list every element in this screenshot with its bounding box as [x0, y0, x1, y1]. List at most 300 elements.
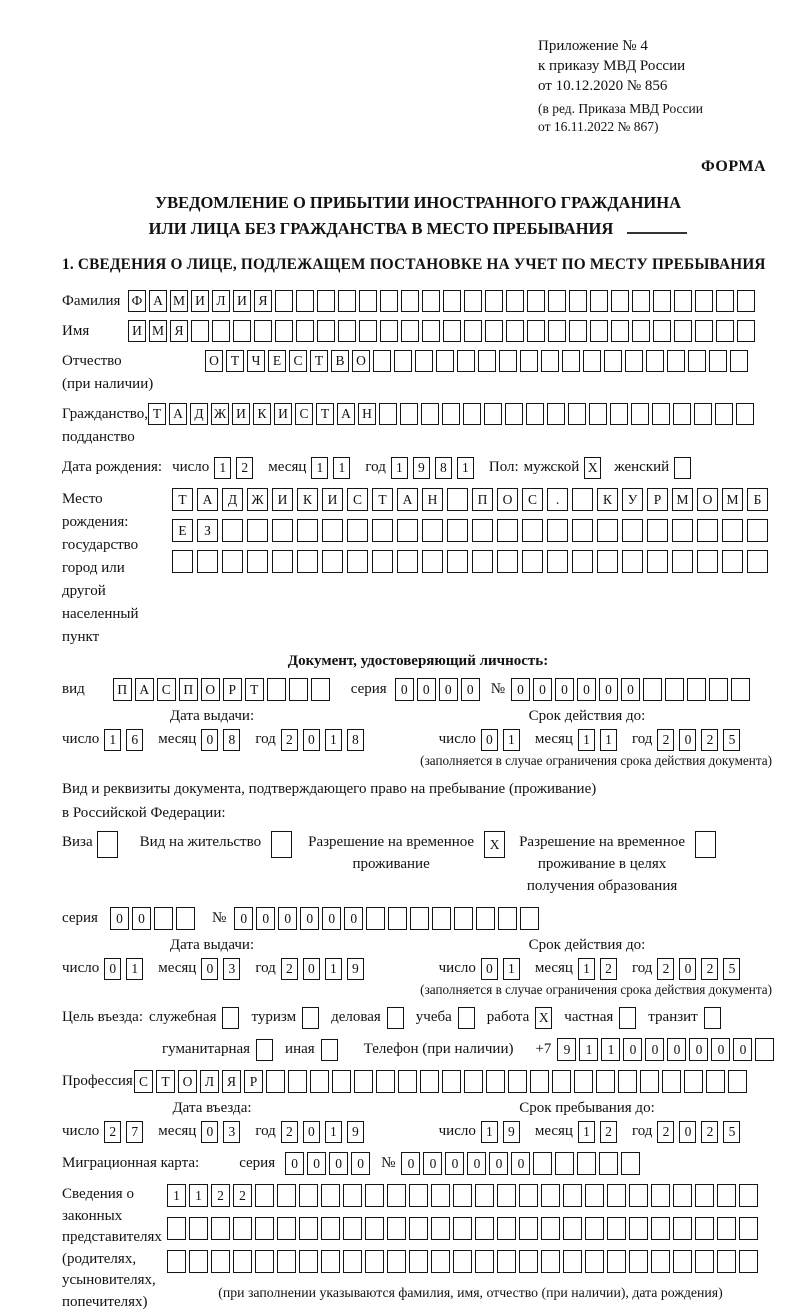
char-cell[interactable]	[376, 1070, 395, 1093]
char-cell[interactable]: 2	[281, 729, 298, 751]
char-cell[interactable]: 0	[201, 729, 218, 751]
char-cell[interactable]: К	[297, 488, 318, 511]
doc-issue-month-boxes[interactable]	[201, 729, 245, 751]
char-cell[interactable]	[255, 1184, 274, 1207]
char-cell[interactable]	[380, 290, 398, 312]
char-cell[interactable]: 1	[503, 729, 520, 751]
char-cell[interactable]: 0	[445, 1152, 464, 1175]
char-cell[interactable]: 0	[300, 907, 319, 930]
char-cell[interactable]	[277, 1250, 296, 1273]
char-cell[interactable]	[552, 1070, 571, 1093]
char-cell[interactable]	[717, 1217, 736, 1240]
char-cell[interactable]	[572, 519, 593, 542]
char-cell[interactable]	[599, 1152, 618, 1175]
char-cell[interactable]	[541, 1184, 560, 1207]
char-cell[interactable]: 2	[701, 1121, 718, 1143]
char-cell[interactable]	[646, 350, 664, 372]
char-cell[interactable]	[453, 1250, 472, 1273]
char-cell[interactable]	[458, 1007, 475, 1029]
char-cell[interactable]	[343, 1217, 362, 1240]
char-cell[interactable]	[739, 1250, 758, 1273]
char-cell[interactable]: К	[597, 488, 618, 511]
char-cell[interactable]: 0	[733, 1038, 752, 1061]
char-cell[interactable]: О	[497, 488, 518, 511]
char-cell[interactable]: 0	[395, 678, 414, 701]
char-cell[interactable]	[497, 1250, 516, 1273]
char-cell[interactable]	[475, 1250, 494, 1273]
char-cell[interactable]: 1	[325, 958, 342, 980]
char-cell[interactable]	[611, 320, 629, 342]
char-cell[interactable]: 9	[413, 457, 430, 479]
char-cell[interactable]: И	[272, 488, 293, 511]
char-cell[interactable]	[212, 320, 230, 342]
char-cell[interactable]: 1	[578, 1121, 595, 1143]
char-cell[interactable]	[498, 907, 517, 930]
char-cell[interactable]: 5	[723, 958, 740, 980]
char-cell[interactable]: 0	[423, 1152, 442, 1175]
char-cell[interactable]	[380, 320, 398, 342]
patronymic-boxes[interactable]	[205, 350, 751, 372]
char-cell[interactable]: Р	[647, 488, 668, 511]
char-cell[interactable]	[421, 403, 439, 425]
char-cell[interactable]	[618, 1070, 637, 1093]
char-cell[interactable]	[519, 1250, 538, 1273]
char-cell[interactable]: О	[352, 350, 370, 372]
char-cell[interactable]: А	[337, 403, 355, 425]
char-cell[interactable]: Р	[244, 1070, 263, 1093]
char-cell[interactable]	[527, 290, 545, 312]
char-cell[interactable]: 9	[347, 1121, 364, 1143]
char-cell[interactable]	[485, 290, 503, 312]
char-cell[interactable]	[379, 403, 397, 425]
char-cell[interactable]	[569, 290, 587, 312]
char-cell[interactable]	[688, 350, 706, 372]
char-cell[interactable]: А	[149, 290, 167, 312]
char-cell[interactable]: 3	[223, 958, 240, 980]
char-cell[interactable]	[322, 550, 343, 573]
char-cell[interactable]: 0	[689, 1038, 708, 1061]
char-cell[interactable]	[233, 1250, 252, 1273]
char-cell[interactable]: У	[622, 488, 643, 511]
permit-valid-month-boxes[interactable]	[578, 958, 622, 980]
char-cell[interactable]: С	[289, 350, 307, 372]
char-cell[interactable]	[547, 550, 568, 573]
migration-number-boxes[interactable]	[401, 1152, 643, 1175]
char-cell[interactable]	[338, 290, 356, 312]
char-cell[interactable]	[583, 350, 601, 372]
char-cell[interactable]: 1	[325, 729, 342, 751]
char-cell[interactable]: 2	[657, 729, 674, 751]
char-cell[interactable]	[643, 678, 662, 701]
char-cell[interactable]	[568, 403, 586, 425]
char-cell[interactable]: П	[472, 488, 493, 511]
char-cell[interactable]	[730, 350, 748, 372]
doc-issue-year-boxes[interactable]	[281, 729, 369, 751]
char-cell[interactable]	[695, 1217, 714, 1240]
char-cell[interactable]	[475, 1217, 494, 1240]
char-cell[interactable]: Ж	[211, 403, 229, 425]
char-cell[interactable]	[247, 550, 268, 573]
char-cell[interactable]	[176, 907, 195, 930]
char-cell[interactable]: 1	[579, 1038, 598, 1061]
char-cell[interactable]	[211, 1250, 230, 1273]
char-cell[interactable]: Т	[156, 1070, 175, 1093]
char-cell[interactable]	[277, 1217, 296, 1240]
char-cell[interactable]: 7	[126, 1121, 143, 1143]
char-cell[interactable]	[651, 1184, 670, 1207]
char-cell[interactable]	[673, 1250, 692, 1273]
char-cell[interactable]: Ч	[247, 350, 265, 372]
char-cell[interactable]: 0	[599, 678, 618, 701]
char-cell[interactable]	[695, 320, 713, 342]
char-cell[interactable]: 0	[417, 678, 436, 701]
char-cell[interactable]	[695, 1250, 714, 1273]
char-cell[interactable]: X	[484, 831, 505, 858]
char-cell[interactable]: 0	[303, 958, 320, 980]
char-cell[interactable]: С	[347, 488, 368, 511]
char-cell[interactable]	[431, 1250, 450, 1273]
char-cell[interactable]: X	[584, 457, 601, 479]
char-cell[interactable]	[672, 550, 693, 573]
sex-male-checkbox[interactable]	[584, 457, 606, 479]
birth-year-boxes[interactable]	[391, 457, 479, 479]
char-cell[interactable]: 6	[126, 729, 143, 751]
char-cell[interactable]	[541, 1250, 560, 1273]
purpose-tourism-checkbox[interactable]	[302, 1007, 319, 1029]
char-cell[interactable]: Р	[223, 678, 242, 701]
char-cell[interactable]	[255, 1217, 274, 1240]
char-cell[interactable]	[311, 678, 330, 701]
char-cell[interactable]	[447, 488, 468, 511]
char-cell[interactable]: 1	[578, 729, 595, 751]
char-cell[interactable]	[167, 1217, 186, 1240]
char-cell[interactable]	[343, 1250, 362, 1273]
char-cell[interactable]	[256, 1039, 273, 1061]
char-cell[interactable]: Т	[245, 678, 264, 701]
char-cell[interactable]	[387, 1250, 406, 1273]
char-cell[interactable]	[632, 290, 650, 312]
char-cell[interactable]	[497, 519, 518, 542]
char-cell[interactable]	[697, 519, 718, 542]
char-cell[interactable]: О	[178, 1070, 197, 1093]
char-cell[interactable]	[453, 1184, 472, 1207]
char-cell[interactable]	[530, 1070, 549, 1093]
char-cell[interactable]	[189, 1217, 208, 1240]
char-cell[interactable]	[590, 290, 608, 312]
char-cell[interactable]	[472, 550, 493, 573]
char-cell[interactable]: 0	[322, 907, 341, 930]
char-cell[interactable]	[665, 678, 684, 701]
char-cell[interactable]: 8	[223, 729, 240, 751]
char-cell[interactable]: 0	[533, 678, 552, 701]
sex-female-checkbox[interactable]	[674, 457, 696, 479]
char-cell[interactable]: 9	[503, 1121, 520, 1143]
birth-place-boxes-3[interactable]	[172, 550, 772, 573]
char-cell[interactable]: 0	[303, 1121, 320, 1143]
char-cell[interactable]	[415, 350, 433, 372]
char-cell[interactable]	[722, 550, 743, 573]
char-cell[interactable]	[401, 320, 419, 342]
char-cell[interactable]	[572, 488, 593, 511]
char-cell[interactable]: 2	[104, 1121, 121, 1143]
doc-series-boxes[interactable]	[395, 678, 483, 701]
char-cell[interactable]	[673, 1184, 692, 1207]
char-cell[interactable]: 0	[481, 729, 498, 751]
char-cell[interactable]	[299, 1217, 318, 1240]
char-cell[interactable]: 3	[223, 1121, 240, 1143]
char-cell[interactable]: 9	[347, 958, 364, 980]
char-cell[interactable]	[420, 1070, 439, 1093]
char-cell[interactable]: 0	[467, 1152, 486, 1175]
char-cell[interactable]: X	[535, 1007, 552, 1029]
char-cell[interactable]: 0	[511, 678, 530, 701]
char-cell[interactable]: 0	[461, 678, 480, 701]
char-cell[interactable]: 0	[278, 907, 297, 930]
char-cell[interactable]: 1	[189, 1184, 208, 1207]
char-cell[interactable]	[486, 1070, 505, 1093]
char-cell[interactable]	[739, 1217, 758, 1240]
char-cell[interactable]	[189, 1250, 208, 1273]
char-cell[interactable]	[673, 1217, 692, 1240]
permit-issue-day-boxes[interactable]	[104, 958, 148, 980]
char-cell[interactable]: 0	[351, 1152, 370, 1175]
char-cell[interactable]	[475, 1184, 494, 1207]
permit-issue-month-boxes[interactable]	[201, 958, 245, 980]
stay-day-boxes[interactable]	[481, 1121, 525, 1143]
char-cell[interactable]	[662, 1070, 681, 1093]
char-cell[interactable]	[453, 1217, 472, 1240]
char-cell[interactable]: 1	[311, 457, 328, 479]
char-cell[interactable]	[254, 320, 272, 342]
char-cell[interactable]	[288, 1070, 307, 1093]
char-cell[interactable]	[222, 1007, 239, 1029]
char-cell[interactable]	[296, 320, 314, 342]
purpose-other-checkbox[interactable]	[321, 1039, 338, 1061]
char-cell[interactable]	[520, 350, 538, 372]
char-cell[interactable]: 1	[601, 1038, 620, 1061]
char-cell[interactable]	[454, 907, 473, 930]
char-cell[interactable]: 2	[211, 1184, 230, 1207]
name-boxes[interactable]	[128, 320, 758, 342]
birth-day-boxes[interactable]	[214, 457, 258, 479]
char-cell[interactable]: 2	[600, 958, 617, 980]
char-cell[interactable]	[562, 350, 580, 372]
char-cell[interactable]	[563, 1250, 582, 1273]
char-cell[interactable]	[697, 550, 718, 573]
char-cell[interactable]	[431, 1184, 450, 1207]
char-cell[interactable]: 0	[201, 1121, 218, 1143]
char-cell[interactable]	[372, 550, 393, 573]
char-cell[interactable]: И	[274, 403, 292, 425]
char-cell[interactable]: Е	[172, 519, 193, 542]
surname-boxes[interactable]	[128, 290, 758, 312]
permit-series-boxes[interactable]	[110, 907, 198, 930]
char-cell[interactable]	[299, 1250, 318, 1273]
char-cell[interactable]: 2	[281, 958, 298, 980]
char-cell[interactable]	[317, 320, 335, 342]
char-cell[interactable]	[739, 1184, 758, 1207]
char-cell[interactable]	[271, 831, 292, 858]
char-cell[interactable]	[422, 519, 443, 542]
char-cell[interactable]	[585, 1250, 604, 1273]
temp-residence-edu-checkbox[interactable]	[695, 831, 716, 858]
char-cell[interactable]	[541, 1217, 560, 1240]
char-cell[interactable]	[548, 290, 566, 312]
char-cell[interactable]	[422, 290, 440, 312]
char-cell[interactable]: 1	[391, 457, 408, 479]
char-cell[interactable]	[704, 1007, 721, 1029]
char-cell[interactable]	[422, 550, 443, 573]
char-cell[interactable]	[722, 519, 743, 542]
char-cell[interactable]	[317, 290, 335, 312]
char-cell[interactable]	[519, 1217, 538, 1240]
char-cell[interactable]	[443, 290, 461, 312]
purpose-work-checkbox[interactable]	[535, 1007, 552, 1029]
char-cell[interactable]	[442, 403, 460, 425]
char-cell[interactable]	[422, 320, 440, 342]
char-cell[interactable]: 2	[657, 1121, 674, 1143]
char-cell[interactable]	[302, 1007, 319, 1029]
char-cell[interactable]	[255, 1250, 274, 1273]
char-cell[interactable]	[610, 403, 628, 425]
char-cell[interactable]	[322, 519, 343, 542]
char-cell[interactable]	[387, 1184, 406, 1207]
char-cell[interactable]	[625, 350, 643, 372]
char-cell[interactable]: О	[697, 488, 718, 511]
purpose-business-checkbox[interactable]	[387, 1007, 404, 1029]
char-cell[interactable]: 0	[511, 1152, 530, 1175]
char-cell[interactable]: 2	[233, 1184, 252, 1207]
char-cell[interactable]	[631, 403, 649, 425]
char-cell[interactable]	[343, 1184, 362, 1207]
char-cell[interactable]: 0	[329, 1152, 348, 1175]
char-cell[interactable]: 0	[132, 907, 151, 930]
char-cell[interactable]	[747, 550, 768, 573]
char-cell[interactable]	[172, 550, 193, 573]
char-cell[interactable]: 9	[557, 1038, 576, 1061]
char-cell[interactable]: 8	[435, 457, 452, 479]
char-cell[interactable]	[464, 320, 482, 342]
char-cell[interactable]	[717, 1184, 736, 1207]
char-cell[interactable]: М	[149, 320, 167, 342]
char-cell[interactable]	[541, 350, 559, 372]
char-cell[interactable]	[604, 350, 622, 372]
char-cell[interactable]	[447, 519, 468, 542]
profession-boxes[interactable]	[134, 1070, 750, 1093]
char-cell[interactable]	[629, 1184, 648, 1207]
doc-issue-day-boxes[interactable]	[104, 729, 148, 751]
permit-valid-day-boxes[interactable]	[481, 958, 525, 980]
char-cell[interactable]: О	[201, 678, 220, 701]
permit-valid-year-boxes[interactable]	[657, 958, 745, 980]
char-cell[interactable]: С	[522, 488, 543, 511]
char-cell[interactable]	[607, 1250, 626, 1273]
char-cell[interactable]	[347, 550, 368, 573]
char-cell[interactable]	[409, 1250, 428, 1273]
char-cell[interactable]	[736, 403, 754, 425]
char-cell[interactable]: С	[134, 1070, 153, 1093]
char-cell[interactable]	[695, 290, 713, 312]
char-cell[interactable]: А	[197, 488, 218, 511]
permit-number-boxes[interactable]	[234, 907, 542, 930]
char-cell[interactable]: М	[672, 488, 693, 511]
purpose-transit-checkbox[interactable]	[704, 1007, 721, 1029]
char-cell[interactable]: И	[232, 403, 250, 425]
char-cell[interactable]: 0	[201, 958, 218, 980]
char-cell[interactable]	[585, 1217, 604, 1240]
char-cell[interactable]: 0	[623, 1038, 642, 1061]
char-cell[interactable]	[365, 1184, 384, 1207]
char-cell[interactable]: 0	[104, 958, 121, 980]
char-cell[interactable]: 1	[325, 1121, 342, 1143]
char-cell[interactable]	[497, 1184, 516, 1207]
representatives-boxes-1[interactable]	[167, 1184, 761, 1207]
char-cell[interactable]	[674, 457, 691, 479]
char-cell[interactable]: 1	[214, 457, 231, 479]
char-cell[interactable]: 0	[645, 1038, 664, 1061]
char-cell[interactable]	[522, 550, 543, 573]
char-cell[interactable]: Л	[212, 290, 230, 312]
char-cell[interactable]	[706, 1070, 725, 1093]
char-cell[interactable]	[597, 519, 618, 542]
char-cell[interactable]	[653, 320, 671, 342]
char-cell[interactable]: 1	[578, 958, 595, 980]
char-cell[interactable]: Н	[422, 488, 443, 511]
char-cell[interactable]: 0	[401, 1152, 420, 1175]
char-cell[interactable]	[401, 290, 419, 312]
birth-place-boxes-1[interactable]	[172, 488, 772, 511]
char-cell[interactable]	[589, 403, 607, 425]
char-cell[interactable]	[755, 1038, 774, 1061]
char-cell[interactable]	[432, 907, 451, 930]
stay-month-boxes[interactable]	[578, 1121, 622, 1143]
char-cell[interactable]	[607, 1217, 626, 1240]
char-cell[interactable]	[694, 403, 712, 425]
char-cell[interactable]	[674, 320, 692, 342]
char-cell[interactable]	[533, 1152, 552, 1175]
char-cell[interactable]	[506, 290, 524, 312]
char-cell[interactable]	[464, 1070, 483, 1093]
char-cell[interactable]: 0	[439, 678, 458, 701]
char-cell[interactable]	[321, 1217, 340, 1240]
doc-valid-month-boxes[interactable]	[578, 729, 622, 751]
char-cell[interactable]	[647, 550, 668, 573]
char-cell[interactable]	[97, 831, 118, 858]
char-cell[interactable]: 0	[489, 1152, 508, 1175]
char-cell[interactable]	[651, 1250, 670, 1273]
char-cell[interactable]	[555, 1152, 574, 1175]
char-cell[interactable]	[673, 403, 691, 425]
char-cell[interactable]	[747, 519, 768, 542]
char-cell[interactable]: О	[205, 350, 223, 372]
char-cell[interactable]	[527, 320, 545, 342]
birth-month-boxes[interactable]	[311, 457, 355, 479]
char-cell[interactable]	[299, 1184, 318, 1207]
char-cell[interactable]	[154, 907, 173, 930]
char-cell[interactable]	[478, 350, 496, 372]
char-cell[interactable]	[338, 320, 356, 342]
char-cell[interactable]	[372, 519, 393, 542]
char-cell[interactable]: И	[233, 290, 251, 312]
char-cell[interactable]	[709, 350, 727, 372]
char-cell[interactable]	[359, 320, 377, 342]
char-cell[interactable]	[247, 519, 268, 542]
char-cell[interactable]	[717, 1250, 736, 1273]
char-cell[interactable]: 1	[167, 1184, 186, 1207]
char-cell[interactable]	[574, 1070, 593, 1093]
char-cell[interactable]	[332, 1070, 351, 1093]
char-cell[interactable]: 0	[577, 678, 596, 701]
